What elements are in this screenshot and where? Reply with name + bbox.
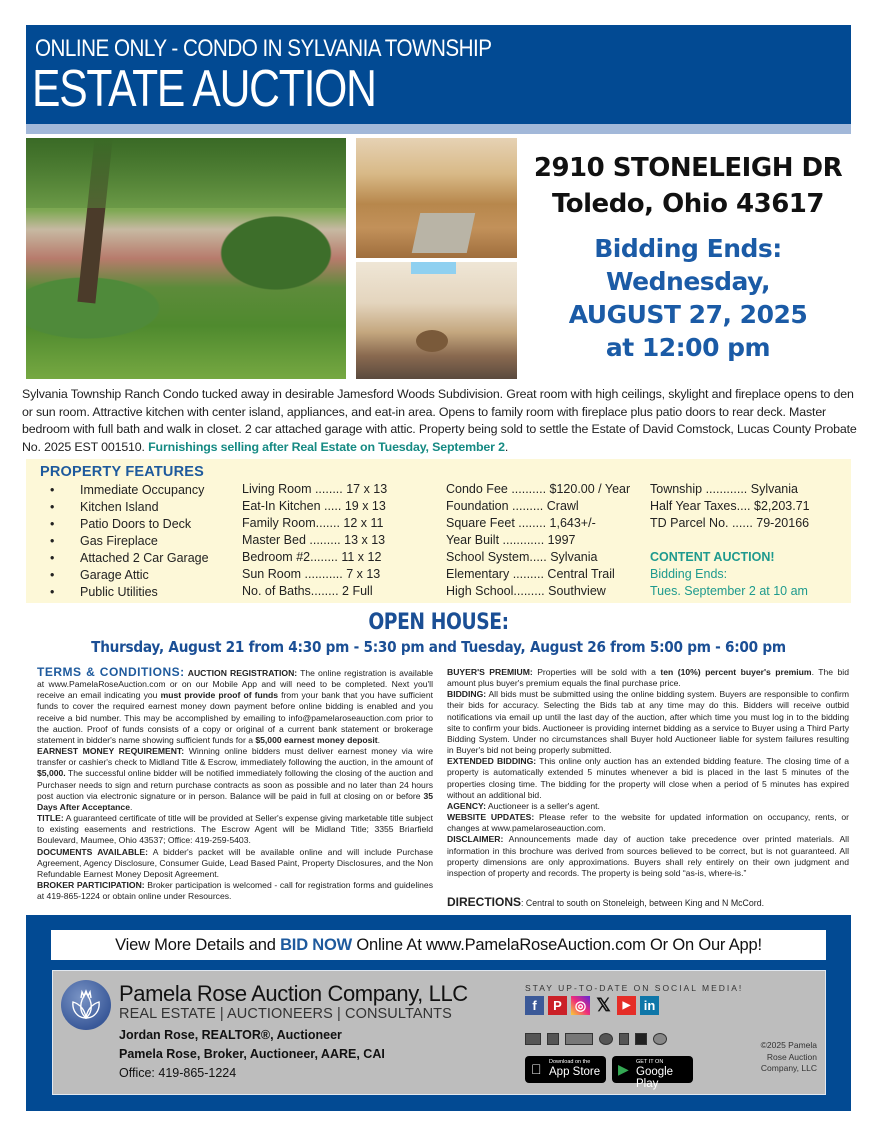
office-phone: Office: 419-865-1224 <box>119 1066 237 1080</box>
bidding-ends <box>523 232 853 364</box>
buyers-premium: BUYER'S PREMIUM: Properties will be sold with a ten (10%) percent buyer's premium. The bid amount plus buyer's premium equals the final purchase price. <box>447 667 849 689</box>
seal-logo-icon <box>653 1033 667 1045</box>
website-updates: WEBSITE UPDATES: Please refer to the website for updated information on occupancy, rents, or changes at www.pamelaroseauction.com. <box>447 812 850 834</box>
room-row: Sun Room ........... 7 x 13 <box>242 567 381 581</box>
detail-row: Year Built ............ 1997 <box>446 533 576 547</box>
detail-row: School System..... Sylvania <box>446 550 598 564</box>
title-terms: TITLE: A guaranteed certificate of title will be provided at Seller's expense giving marketable title subject to existing easements and restrictions. The Escrow Agent will be Midland Title; 3355 Briarfield Boulevard, Maumee, Ohio 43537; Office: 419-259-5403. <box>37 813 433 846</box>
app-store-buttons <box>525 1056 693 1090</box>
property-features-box <box>26 459 851 603</box>
feature-item: • Attached 2 Car Garage <box>50 551 209 565</box>
youtube-icon[interactable]: ▶ <box>617 996 636 1015</box>
app-store-button[interactable] <box>525 1056 606 1083</box>
location-row: Township ............ Sylvania <box>650 482 798 496</box>
features-title: PROPERTY FEATURES <box>40 464 204 480</box>
property-description <box>22 386 857 456</box>
copyright: ©2025 Pamela Rose Auction Company, LLC <box>760 1040 817 1073</box>
room-row: No. of Baths........ 2 Full <box>242 584 373 598</box>
room-row: Family Room....... 12 x 11 <box>242 516 384 530</box>
header-banner <box>26 25 851 124</box>
disclaimer: DISCLAIMER: Announcements made day of auction take precedence over printed materials. All information in this brochure was derived from sources believed to be correct, but is not guaranteed. All property dimensions are only approximations. Buyers shall rely entirely on their own judgment and inspection of property and records. The property is being sold “as-is, where-is.” <box>447 834 849 878</box>
open-house-title: OPEN HOUSE: <box>368 610 509 635</box>
address-street: 2910 STONELEIGH DR <box>533 153 843 183</box>
app-store-small: Download on the <box>549 1059 591 1065</box>
content-auction-line: Bidding Ends: <box>650 567 728 581</box>
open-house-dates: Thursday, August 21 from 4:30 pm - 5:30 pm and Tuesday, August 26 from 5:00 pm - 6:00 pm <box>91 638 786 656</box>
detail-row: High School......... Southview <box>446 584 606 598</box>
bidding-label: Bidding Ends: <box>594 234 782 263</box>
property-address <box>523 150 853 222</box>
feature-item: • Kitchen Island <box>50 500 159 514</box>
footer-banner <box>26 915 851 1111</box>
google-play-button[interactable] <box>612 1056 693 1090</box>
kitchen-photo <box>356 138 517 258</box>
terms-heading: TERMS & CONDITIONS: <box>37 665 185 679</box>
instagram-icon[interactable]: ◎ <box>571 996 590 1015</box>
association-logos <box>525 1033 667 1045</box>
terms-right-column <box>447 667 849 879</box>
aare-logo-icon <box>565 1033 593 1045</box>
company-name: Pamela Rose Auction Company, LLC <box>119 981 468 1006</box>
equal-housing-icon <box>635 1033 647 1045</box>
feature-item: • Garage Attic <box>50 568 149 582</box>
detail-row: Square Feet ........ 1,643+/- <box>446 516 596 530</box>
bid-now-cta[interactable]: View More Details and BID NOW Online At www.PamelaRoseAuction.com Or On Our App! <box>51 930 826 960</box>
google-play-icon: ▶ <box>618 1061 629 1077</box>
header-subtitle: ONLINE ONLY - CONDO IN SYLVANIA TOWNSHIP <box>35 35 492 62</box>
open-house <box>0 610 877 658</box>
description-end: . <box>504 439 509 454</box>
linkedin-icon[interactable]: in <box>640 996 659 1015</box>
feature-item: • Public Utilities <box>50 585 158 599</box>
staff-jordan: Jordan Rose, REALTOR®, Auctioneer <box>119 1028 342 1042</box>
agency: AGENCY: Auctioneer is a seller's agent. <box>447 800 600 811</box>
location-details <box>650 481 810 532</box>
feature-item: • Immediate Occupancy <box>50 483 205 497</box>
address-city: Toledo, Ohio 43617 <box>552 189 824 219</box>
feature-item: • Patio Doors to Deck <box>50 517 192 531</box>
room-row: Living Room ........ 17 x 13 <box>242 482 388 496</box>
description-text: Sylvania Township Ranch Condo tucked away in desirable Jamesford Woods Subdivision. Great room with high ceilings, skylight and fireplace opens to den or sun room. Attractive kitchen with center island, appliances, and eat-in area. Opens to family room with fireplace plus patio doors to rear deck. Master bedroom with full bath and walk in closet. 2 car attached garage with attic. Property being sold to settle the Estate of David Comstock, Lucas County Probate No. 2025 EST 001510. <box>22 387 857 454</box>
pinterest-icon[interactable]: P <box>548 996 567 1015</box>
terms-left-column <box>37 667 433 902</box>
google-play-small: GET IT ON <box>636 1059 664 1065</box>
features-list <box>50 482 209 601</box>
app-store-label: App Store <box>549 1066 601 1078</box>
lotus-logo-icon <box>61 980 111 1030</box>
staff-contacts <box>119 1026 385 1083</box>
detail-row: Elementary ......... Central Trail <box>446 567 615 581</box>
earnest-money: EARNEST MONEY REQUIREMENT: Winning online bidders must deliver earnest money via wire transfer or cashier's check to Midland Title & Escrow, immediately following the auction, in the amount of $5,000. The successful online bidder will be notified immediately following the closing of the auction and Purchaser needs to sign and return purchase contracts as soon as possible and no later than 24 hours post auction via electronic signature or in person. Balance will be paid in full at closing on or before 35 Days After Acceptance. <box>37 746 433 812</box>
realtor-logo-icon <box>619 1033 629 1045</box>
documents-available: DOCUMENTS AVAILABLE: A bidder's packet will be available online and will include Purchase Agreement, Agency Disclosure, Consumer Guide, Lead Based Paint, Property Disclosures, and the Non Refundable Earnest Money Deposit Agreement. <box>37 846 433 879</box>
bidding-date: AUGUST 27, 2025 <box>568 300 808 329</box>
header-band <box>26 124 851 134</box>
location-row: Half Year Taxes.... $2,203.71 <box>650 499 810 513</box>
staff-pamela: Pamela Rose, Broker, Auctioneer, AARE, CAI <box>119 1047 385 1061</box>
social-title: STAY UP-TO-DATE ON SOCIAL MEDIA! <box>525 983 744 993</box>
bidding-time: at 12:00 pm <box>605 333 771 362</box>
room-row: Bedroom #2........ 11 x 12 <box>242 550 382 564</box>
google-play-label: Google Play <box>636 1066 674 1090</box>
bidding-day: Wednesday, <box>605 267 771 296</box>
feature-item: • Gas Fireplace <box>50 534 158 548</box>
cai-logo-icon <box>525 1033 541 1045</box>
content-auction-note <box>650 549 808 600</box>
directions: DIRECTIONS: Central to south on Stoneleigh, between King and N McCord. <box>447 895 765 909</box>
bidding-terms: BIDDING: All bids must be submitted using the online bidding system. Buyers are responsible to confirm their bids for accuracy. Selecting the Bids tab at any time may do this. Bidders will receive outbid notifications via email up until the last day of the auction, after which time you must log in to the bidding site to confirm your bids. Auctioneer is providing internet bidding as a service to Buyer using a Third Party Bidding System. Under no circumstances shall Buyer hold Auctioneer liable for system failures resulting in Buyer's bid not being properly submitted. <box>447 689 849 756</box>
location-row: TD Parcel No. ...... 79-20166 <box>650 516 810 530</box>
property-details <box>446 481 630 600</box>
content-auction-line: Tues. September 2 at 10 am <box>650 584 808 598</box>
content-auction-title: CONTENT AUCTION! <box>650 550 775 564</box>
company-tagline: REAL ESTATE | AUCTIONEERS | CONSULTANTS <box>119 1006 452 1022</box>
apple-icon <box>531 1061 542 1077</box>
room-row: Eat-In Kitchen ..... 19 x 13 <box>242 499 386 513</box>
house-exterior-photo <box>26 138 346 379</box>
auction-registration: TERMS & CONDITIONS: AUCTION REGISTRATION: The online registration is available at www.PamelaRoseAuction.com or on our Mobile App and will need to be completed. Next you'll receive an email indicating you must provide proof of funds from your bank that you have sufficient funds to cover the required earnest money down payment before online bidding is enabled and you receive a bid number. This may be accomplished by emailing to info@pamelaroseauction.com prior to the auction. Proof of funds consists of a copy or original of a current bank statement or brokerage statement in bidder's name showing sufficient funds for a $5,000 earnest money deposit. <box>37 665 434 745</box>
room-dimensions <box>242 481 387 600</box>
broker-participation: BROKER PARTICIPATION: Broker participation is welcomed - call for registration forms and guidelines at 419-865-1224 or obtain online under Resources. <box>37 879 433 902</box>
extended-bidding: EXTENDED BIDDING: This online only auction has an extended bidding feature. The closing time of a property is automatically extended 5 minutes whenever a bid is placed in the last 5 minutes of the properties closing time. The bidding for the property will close when a period of 5 minutes has expired without an additional bid. <box>447 756 849 800</box>
facebook-icon[interactable]: f <box>525 996 544 1015</box>
room-row: Master Bed ......... 13 x 13 <box>242 533 386 547</box>
x-icon[interactable]: 𝕏 <box>596 995 611 1015</box>
detail-row: Condo Fee .......... $120.00 / Year <box>446 482 631 496</box>
social-icons <box>525 996 659 1015</box>
oaa-logo-icon <box>599 1033 613 1045</box>
naa-logo-icon <box>547 1033 559 1045</box>
detail-row: Foundation ......... Crawl <box>446 499 579 513</box>
company-card <box>52 970 826 1095</box>
header-title: ESTATE AUCTION <box>32 60 376 118</box>
furnishings-note: Furnishings selling after Real Estate on Tuesday, September 2 <box>148 439 505 454</box>
living-room-photo <box>356 262 517 379</box>
